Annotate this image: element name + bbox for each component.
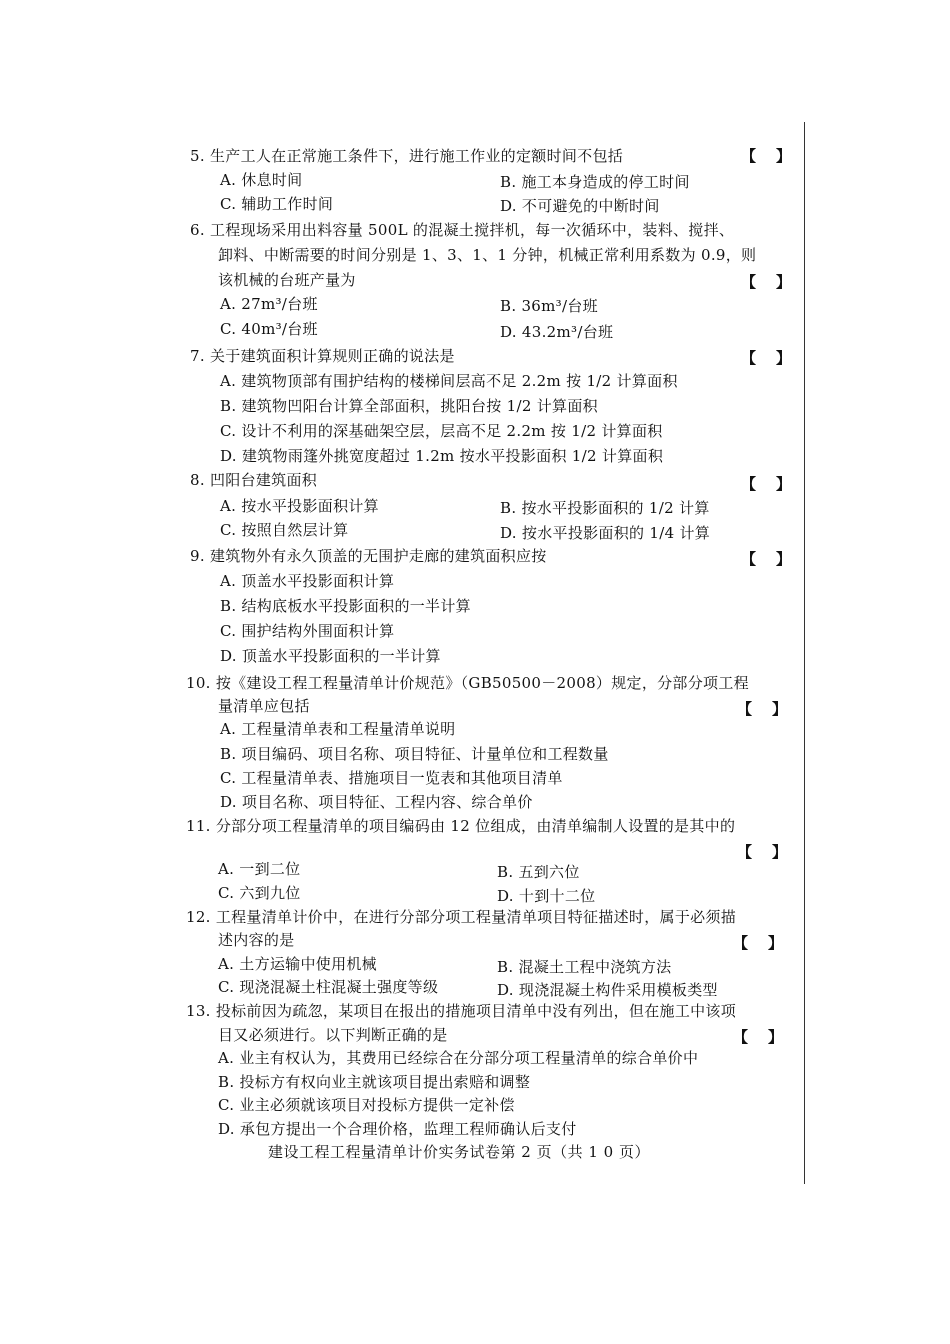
question-11-option-c: C. 六到九位 <box>218 884 301 902</box>
question-7-option-d: D. 建筑物雨篷外挑宽度超过 1.2m 按水平投影面积 1/2 计算面积 <box>220 447 664 465</box>
question-9-option-a: A. 顶盖水平投影面积计算 <box>220 572 395 590</box>
question-13-option-b: B. 投标方有权向业主就该项目提出索赔和调整 <box>218 1073 531 1091</box>
question-13-stem-line2: 目又必须进行。以下判断正确的是 <box>218 1026 448 1044</box>
question-7-option-b: B. 建筑物凹阳台计算全部面积，挑阳台按 1/2 计算面积 <box>220 397 598 415</box>
answer-bracket-q7: 【 】 <box>741 349 791 367</box>
question-6-option-d: D. 43.2m³/台班 <box>500 323 614 341</box>
question-10-option-d: D. 项目名称、项目特征、工程内容、综合单价 <box>220 793 533 811</box>
question-5-option-c: C. 辅助工作时间 <box>220 195 334 213</box>
question-10-option-b: B. 项目编码、项目名称、项目特征、计量单位和工程数量 <box>220 745 609 763</box>
answer-bracket-q11: 【 】 <box>737 843 787 861</box>
answer-bracket-q9: 【 】 <box>741 550 791 568</box>
question-5-option-b: B. 施工本身造成的停工时间 <box>500 173 690 191</box>
question-6-stem-line1: 6. 工程现场采用出料容量 500L 的混凝土搅拌机，每一次循环中，装料、搅拌、 <box>190 221 735 239</box>
question-8-option-c: C. 按照自然层计算 <box>220 521 349 539</box>
margin-rule <box>804 122 805 1184</box>
question-11-option-d: D. 十到十二位 <box>497 887 596 905</box>
question-12-option-d: D. 现浇混凝土构件采用模板类型 <box>497 981 718 999</box>
question-6-stem-line2: 卸料、中断需要的时间分别是 1、3、1、1 分钟，机械正常利用系数为 0.9，则 <box>218 246 757 264</box>
question-9-option-b: B. 结构底板水平投影面积的一半计算 <box>220 597 471 615</box>
question-9-option-c: C. 围护结构外围面积计算 <box>220 622 395 640</box>
question-8-option-d: D. 按水平投影面积的 1/4 计算 <box>500 524 711 542</box>
question-13-option-d: D. 承包方提出一个合理价格，监理工程师确认后支付 <box>218 1120 577 1138</box>
answer-bracket-q10: 【 】 <box>737 700 787 718</box>
page-footer: 建设工程工程量清单计价实务试卷第 2 页（共 1 0 页） <box>268 1143 650 1161</box>
question-6-stem-line3: 该机械的台班产量为 <box>218 271 356 289</box>
question-5-option-d: D. 不可避免的中断时间 <box>500 197 660 215</box>
question-9-option-d: D. 顶盖水平投影面积的一半计算 <box>220 647 441 665</box>
answer-bracket-q12: 【 】 <box>733 934 783 952</box>
question-11-option-b: B. 五到六位 <box>497 863 580 881</box>
question-10-option-c: C. 工程量清单表、措施项目一览表和其他项目清单 <box>220 769 563 787</box>
question-7-option-a: A. 建筑物顶部有围护结构的楼梯间层高不足 2.2m 按 1/2 计算面积 <box>220 372 678 390</box>
question-6-option-b: B. 36m³/台班 <box>500 297 598 315</box>
question-8-option-b: B. 按水平投影面积的 1/2 计算 <box>500 499 710 517</box>
answer-bracket-q8: 【 】 <box>741 475 791 493</box>
question-7-stem: 7. 关于建筑面积计算规则正确的说法是 <box>190 347 455 365</box>
question-6-option-c: C. 40m³/台班 <box>220 320 318 338</box>
question-11-option-a: A. 一到二位 <box>218 860 301 878</box>
question-12-stem-line2: 述内容的是 <box>218 931 295 949</box>
question-13-option-c: C. 业主必须就该项目对投标方提供一定补偿 <box>218 1096 515 1114</box>
question-13-stem-line1: 13. 投标前因为疏忽，某项目在报出的措施项目清单中没有列出，但在施工中该项 <box>186 1002 737 1020</box>
question-8-stem: 8. 凹阳台建筑面积 <box>190 471 318 489</box>
question-9-stem: 9. 建筑物外有永久顶盖的无围护走廊的建筑面积应按 <box>190 547 547 565</box>
answer-bracket-q13: 【 】 <box>733 1028 783 1046</box>
question-10-stem-line1: 10. 按《建设工程工程量清单计价规范》（GB50500－2008）规定，分部分项工程 <box>186 674 749 692</box>
question-7-option-c: C. 设计不利用的深基础架空层，层高不足 2.2m 按 1/2 计算面积 <box>220 422 663 440</box>
question-10-stem-line2: 量清单应包括 <box>218 697 310 715</box>
question-6-option-a: A. 27m³/台班 <box>220 295 318 313</box>
question-13-option-a: A. 业主有权认为，其费用已经综合在分部分项工程量清单的综合单价中 <box>218 1049 699 1067</box>
question-12-option-b: B. 混凝土工程中浇筑方法 <box>497 958 672 976</box>
question-12-option-a: A. 土方运输中使用机械 <box>218 955 377 973</box>
answer-bracket-q6: 【 】 <box>741 273 791 291</box>
question-8-option-a: A. 按水平投影面积计算 <box>220 497 379 515</box>
answer-bracket-q5: 【 】 <box>741 147 791 165</box>
question-11-stem: 11. 分部分项工程量清单的项目编码由 12 位组成，由清单编制人设置的是其中的 <box>186 817 736 835</box>
question-12-stem-line1: 12. 工程量清单计价中，在进行分部分项工程量清单项目特征描述时，属于必须描 <box>186 908 737 926</box>
question-5-option-a: A. 休息时间 <box>220 171 303 189</box>
question-5-stem: 5. 生产工人在正常施工条件下，进行施工作业的定额时间不包括 <box>190 147 624 165</box>
question-10-option-a: A. 工程量清单表和工程量清单说明 <box>220 720 456 738</box>
question-12-option-c: C. 现浇混凝土柱混凝土强度等级 <box>218 978 439 996</box>
